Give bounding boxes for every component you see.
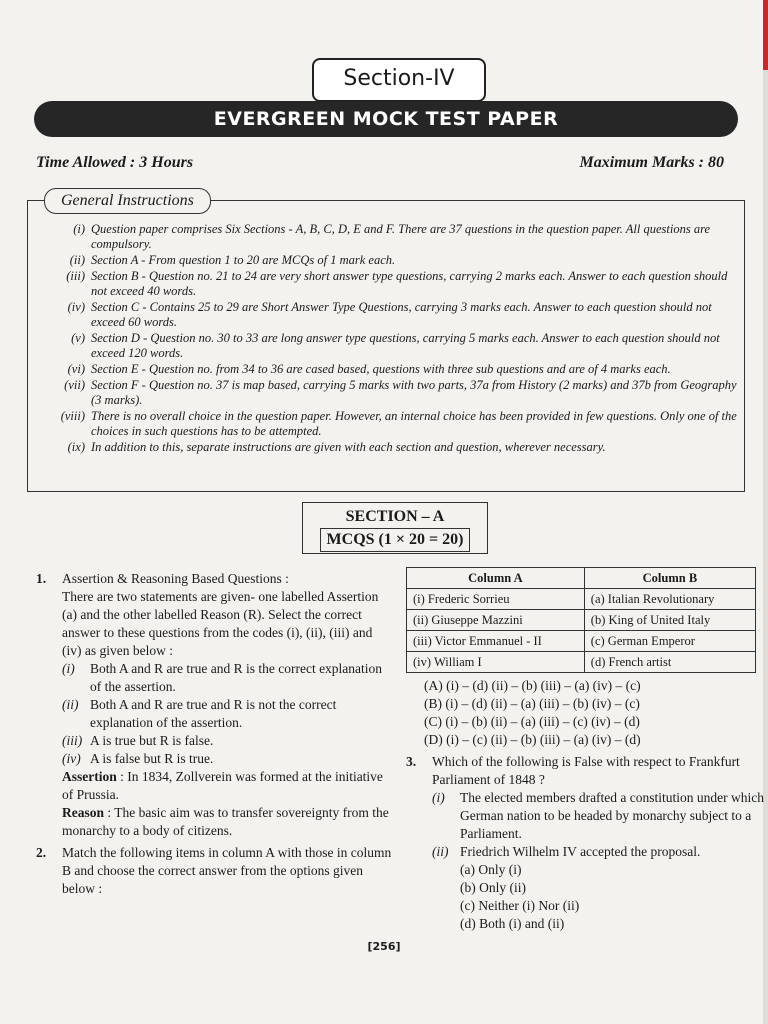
column-b-cell: (d) French artist [584, 652, 755, 673]
question-3-option [406, 879, 768, 897]
option-number: (ii) [62, 697, 79, 712]
instruction-item [37, 253, 737, 268]
column-a-cell: (iv) William I [407, 652, 585, 673]
question-1-intro: There are two statements are given- one labelled Assertion (a) and the other labelled Reason (R). Select the correct answer to these questions from the codes (i), (ii), (iii) and (iv) as given below : [62, 589, 379, 658]
option-text: Both A and R are true and R is the correct explanation of the assertion. [90, 661, 383, 694]
option-number: (i) [62, 661, 75, 676]
section-a-title: SECTION – A [345, 508, 445, 525]
maximum-marks: Maximum Marks : 80 [579, 154, 724, 171]
instruction-number: (ii) [69, 253, 85, 267]
question-2-heading [36, 844, 392, 898]
page-number: [256] [367, 940, 401, 953]
question-2-text: Match the following items in column A with those in column B and choose the correct answer from the options given below : [62, 845, 392, 896]
instruction-item [37, 222, 737, 252]
column-a-cell: (iii) Victor Emmanuel - II [407, 631, 585, 652]
instruction-item [37, 269, 737, 299]
instruction-number: (iii) [66, 269, 85, 283]
question-2-answers [406, 677, 768, 749]
section-a-marks: MCQS (1 × 20 = 20) [320, 528, 471, 552]
question-3-heading [406, 753, 768, 789]
match-table-header [407, 568, 756, 589]
option-text: A is true but R is false. [90, 733, 214, 748]
column-b-header: Column B [584, 568, 755, 589]
instruction-number: (iv) [67, 300, 85, 314]
column-b-cell: (b) King of United Italy [584, 610, 755, 631]
assertion-text: : In 1834, Zollverein was formed at the initiative of Prussia. [62, 769, 383, 802]
table-row [407, 610, 756, 631]
instruction-number: (vii) [64, 378, 85, 392]
option-text: (d) Both (i) and (ii) [460, 916, 565, 931]
general-instructions-title: General Instructions [44, 188, 211, 214]
instruction-number: (vi) [67, 362, 85, 376]
right-column [406, 567, 768, 933]
instruction-text: Section A - From question 1 to 20 are MCQs of 1 mark each. [91, 253, 396, 267]
left-column [36, 570, 392, 898]
table-row [407, 631, 756, 652]
column-a-header: Column A [407, 568, 585, 589]
instruction-item [37, 440, 737, 455]
instruction-item [37, 362, 737, 377]
statement-text: Friedrich Wilhelm IV accepted the proposal. [460, 844, 701, 859]
option-text: A is false but R is true. [90, 751, 214, 766]
option-text: (c) Neither (i) Nor (ii) [460, 898, 580, 913]
instruction-number: (v) [71, 331, 85, 345]
answer-option: (A) (i) – (d) (ii) – (b) (iii) – (a) (iv) – (c) [424, 678, 641, 693]
question-3-text: Which of the following is False with respect to Frankfurt Parliament of 1848 ? [432, 754, 740, 787]
question-1-option [36, 732, 392, 750]
instruction-item [37, 300, 737, 330]
match-table [406, 567, 756, 673]
instruction-text: Section B - Question no. 21 to 24 are very short answer type questions, carrying 2 marks each. Answer to each question should not exceed 40 words. [91, 269, 728, 298]
instruction-text: Section C - Contains 25 to 29 are Short Answer Type Questions, carrying 3 marks each. Answer to each question should not exceed 60 words. [91, 300, 712, 329]
question-3-statement [406, 789, 768, 843]
question-3-option [406, 897, 768, 915]
instruction-item [37, 331, 737, 361]
column-b-cell: (a) Italian Revolutionary [584, 589, 755, 610]
instruction-text: Section F - Question no. 37 is map based, carrying 5 marks with two parts, 37a from History (2 marks) and 37b from Geography (3 marks). [91, 378, 737, 407]
option-number: (iv) [62, 751, 81, 766]
instruction-text: There is no overall choice in the question paper. However, an internal choice has been provided in few questions. Only one of the choices in such questions has to be attempted. [91, 409, 737, 438]
answer-option: (C) (i) – (b) (ii) – (a) (iii) – (c) (iv) – (d) [424, 714, 640, 729]
instruction-text: Section D - Question no. 30 to 33 are long answer type questions, carrying 5 marks each. Answer to each question should not exceed 120 words. [91, 331, 720, 360]
answer-option: (D) (i) – (c) (ii) – (b) (iii) – (a) (iv) – (d) [424, 732, 641, 747]
statement-number: (ii) [432, 844, 449, 859]
question-3-statement [406, 843, 768, 861]
question-1-type: Assertion & Reasoning Based Questions : [62, 571, 289, 586]
question-1-option [36, 660, 392, 696]
instruction-text: Section E - Question no. from 34 to 36 are cased based, questions with three sub questions and are of 4 marks each. [91, 362, 671, 376]
question-number: 1. [36, 571, 47, 586]
question-3-option [406, 861, 768, 879]
question-number: 2. [36, 845, 47, 860]
section-a-header [302, 502, 488, 554]
time-allowed: Time Allowed : 3 Hours [36, 154, 194, 171]
question-1-option [36, 750, 392, 768]
instruction-number: (viii) [60, 409, 85, 423]
instruction-text: In addition to this, separate instructions are given with each section and question, wherever necessary. [91, 440, 606, 454]
option-text: Both A and R are true and R is not the correct explanation of the assertion. [90, 697, 337, 730]
question-3-option [406, 915, 768, 933]
table-row [407, 652, 756, 673]
general-instructions-list [37, 222, 737, 456]
option-text: (a) Only (i) [460, 862, 522, 877]
option-number: (iii) [62, 733, 83, 748]
assertion-statement [36, 768, 392, 804]
question-number: 3. [406, 754, 417, 769]
statement-number: (i) [432, 790, 445, 805]
assertion-label: Assertion [62, 769, 117, 784]
instruction-text: Question paper comprises Six Sections - A, B, C, D, E and F. There are 37 questions in the question paper. All questions are compulsory. [91, 222, 711, 251]
instruction-number: (ix) [67, 440, 85, 454]
instruction-item [37, 378, 737, 408]
column-b-cell: (c) German Emperor [584, 631, 755, 652]
table-row [407, 589, 756, 610]
instruction-item [37, 409, 737, 439]
reason-label: Reason [62, 805, 105, 820]
instruction-number: (i) [73, 222, 85, 236]
column-a-cell: (i) Frederic Sorrieu [407, 589, 585, 610]
statement-text: The elected members drafted a constitution under which German nation to be headed by monarchy subject to a Parliament. [460, 790, 765, 841]
question-1-option [36, 696, 392, 732]
answer-option: (B) (i) – (d) (ii) – (a) (iii) – (b) (iv) – (c) [424, 696, 640, 711]
reason-statement [36, 804, 392, 840]
question-1-heading [36, 570, 392, 588]
section-label: Section-IV [312, 58, 486, 102]
option-text: (b) Only (ii) [460, 880, 526, 895]
paper-title-banner: EVERGREEN MOCK TEST PAPER [34, 101, 738, 137]
reason-text: : The basic aim was to transfer sovereignty from the monarchy to a body of citizens. [62, 805, 389, 838]
column-a-cell: (ii) Giuseppe Mazzini [407, 610, 585, 631]
